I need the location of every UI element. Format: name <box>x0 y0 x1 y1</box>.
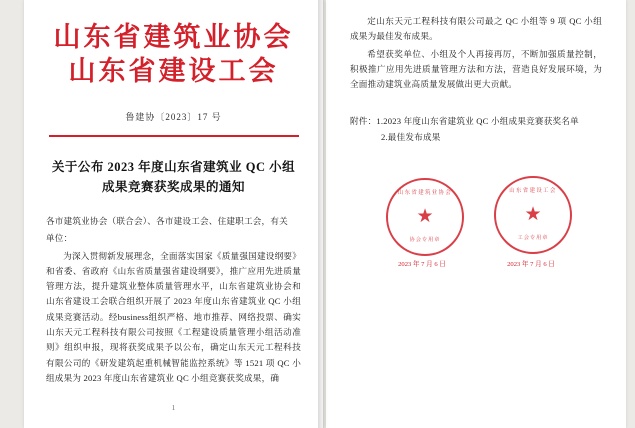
seal-row <box>326 174 626 269</box>
body-paragraph-2: 定山东天元工程科技有限公司最之 QC 小组等 9 项 QC 小组成果为最佳发布成果。 <box>350 16 602 42</box>
letterhead <box>24 0 323 88</box>
page-title-line-1: 关于公布 2023 年度山东省建筑业 QC 小组 <box>51 159 296 174</box>
seal-union-date: 2023 年 7 月 6 日 <box>507 261 555 269</box>
attachment-text-1: 1.2023 年度山东省建筑业 QC 小组成果竞赛获奖名单 <box>376 116 579 127</box>
salutation-line-2: 单位： <box>46 233 73 244</box>
document-page-left <box>24 0 324 428</box>
attachment-label: 附件： <box>350 116 377 127</box>
salutation-line-1: 各市建筑业协会（联合会）、各市建设工会、住建职工会，有关 <box>46 215 288 226</box>
letterhead-line-1: 山东省建筑业协会 <box>53 22 294 52</box>
seal-association-arc-top: 山东省建筑业协会 <box>397 190 453 197</box>
attachment-list <box>350 114 602 146</box>
seal-association-arc-bottom: 协会专用章 <box>409 237 441 244</box>
attachment-item-2: 2.最佳发布成果 <box>380 132 441 143</box>
seal-union <box>494 176 572 254</box>
seal-association-date: 2023 年 7 月 6 日 <box>398 261 446 269</box>
star-icon: ★ <box>416 206 434 228</box>
page-title <box>46 157 301 198</box>
document-body-left <box>46 214 301 386</box>
seal-association <box>386 178 464 256</box>
star-icon: ★ <box>524 204 542 226</box>
page-number-left: 1 <box>171 404 176 412</box>
page-title-line-2: 成果竞赛获奖成果的通知 <box>101 180 245 195</box>
document-page-right <box>326 0 626 428</box>
body-paragraph-1: 为深入贯彻新发展理念，全面落实国家《质量强国建设纲要》和省委、省政府《山东省质量强省建设纲要》，推广应用先进质量管理方法，提升建筑业整体质量管理水平，山东省建筑业协会和山东省建设工会联合组织开展了 2023 年度山东省建筑业 QC 小组成果竞赛活动。经business组织严格、地市推荐、网络投票、确实山东天元工程科技有限公司按照《工程建设质量管理小组活动准则》组织申报，现将获奖成果予以公布，确定山东天元工程科技有限公司的《研发建筑起重机械智能监控系统》等 1521 项 QC 小组成果为 2023 年度山东省建筑业 QC 小组竞赛获奖成果，确 <box>46 250 301 383</box>
document-number: 鲁建协〔2023〕17 号 <box>125 111 222 122</box>
seal-union-arc-bottom: 工会专用章 <box>517 235 549 242</box>
body-paragraph-3: 希望获奖单位、小组及个人再接再厉，不断加强质量控制，积极推广应用先进质量管理方法和方法，营造良好发展环境，为全面推动建筑业高质量发展做出更大贡献。 <box>350 48 602 90</box>
document-body-right <box>350 14 602 92</box>
seal-union-arc-top: 山东省建设工会 <box>509 188 557 195</box>
red-divider-rule <box>49 135 299 137</box>
attachment-item-1 <box>350 114 602 130</box>
letterhead-line-2: 山东省建设工会 <box>68 55 279 86</box>
